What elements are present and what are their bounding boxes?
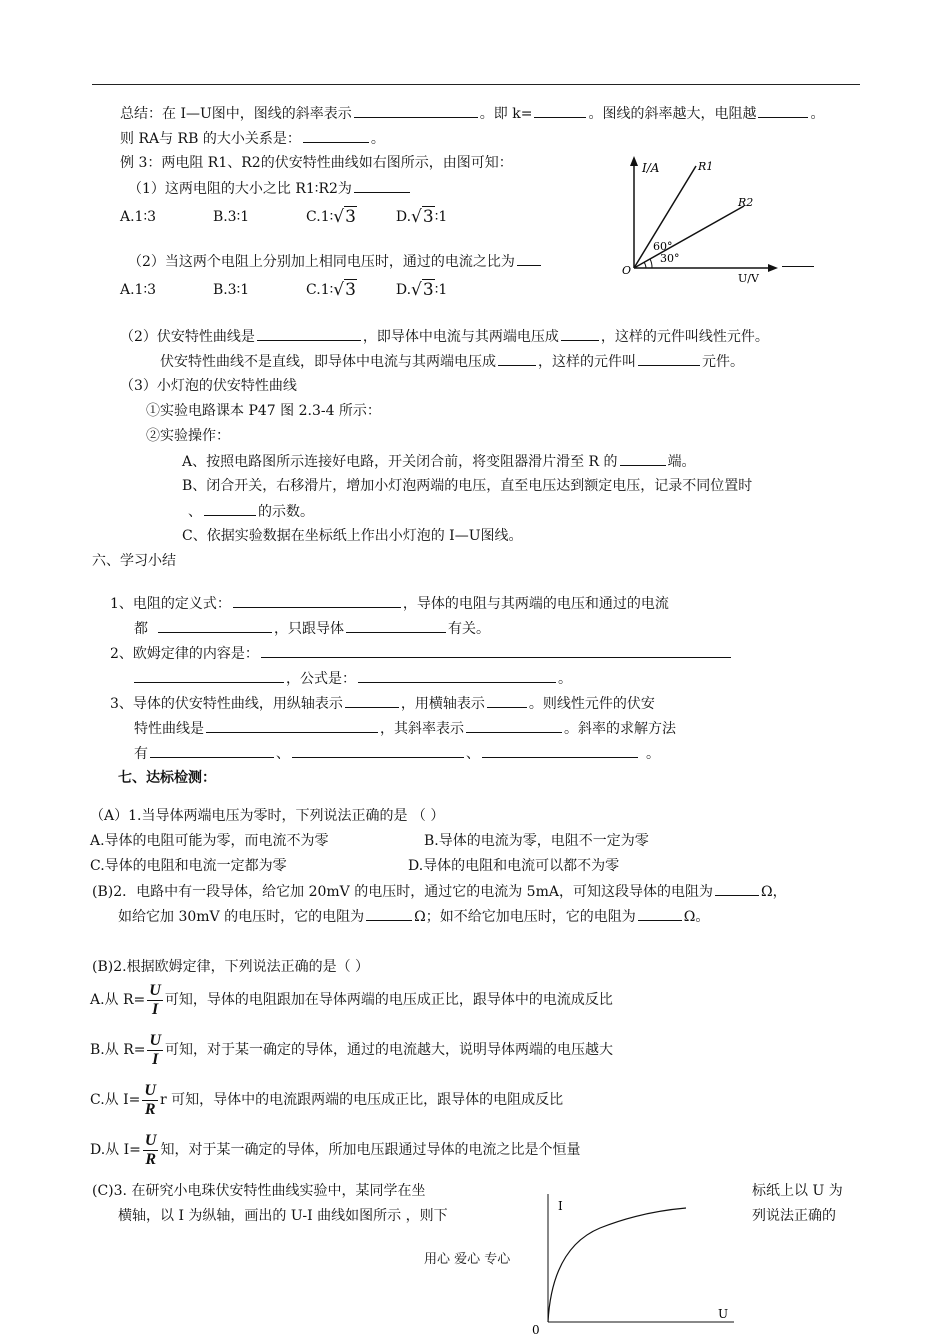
test-q1: （A）1.当导体两端电压为零时，下列说法正确的是 （ ） <box>90 808 445 824</box>
fraction-u-over-r: $\frac{U}{R}$ <box>144 1131 157 1168</box>
section3-item2: ②实验操作： <box>146 428 230 444</box>
section3-title: （3）小灯泡的伏安特性曲线 <box>120 378 297 394</box>
summary-item-3-cont <box>134 718 676 739</box>
y-axis-arrow <box>630 156 638 166</box>
step-text: 端。 <box>667 454 696 470</box>
section-text: ，这样的元件叫线性元件。 <box>600 329 769 345</box>
test-q4-line-1a: (C)3. 在研究小电珠伏安特性曲线实验中，某同学在坐 <box>92 1183 426 1199</box>
blank-field[interactable] <box>358 668 556 683</box>
section-text: 伏安特性曲线不是直线，即导体中电流与其两端电压成 <box>160 354 496 370</box>
page-footer: 用心 爱心 专心 <box>424 1252 511 1267</box>
test-q1-option-b[interactable]: B.导体的电流为零，电阻不一定为零 <box>424 833 649 849</box>
angle-60-label: 60° <box>653 240 673 253</box>
option-c[interactable]: C.1∶√3 <box>306 282 357 298</box>
x-axis-arrow <box>768 264 778 272</box>
summary-item-1 <box>110 593 669 614</box>
item-text: 。 <box>646 746 660 762</box>
test-q1-option-a[interactable]: A.导体的电阻可能为零，而电流不为零 <box>90 833 329 849</box>
item-text: 。则线性元件的伏安 <box>528 696 655 712</box>
blank-field[interactable] <box>638 906 682 921</box>
test-q4-line-1b: 标纸上以 U 为 <box>752 1183 843 1199</box>
item-text: ，导体的电阻与其两端的电压和通过的电流 <box>402 596 669 612</box>
blank-field[interactable] <box>517 251 541 266</box>
item-text: 有关。 <box>448 621 490 637</box>
section-text: ，即导体中电流与其两端电压成 <box>362 329 559 345</box>
option-d[interactable]: D.√3∶1 <box>396 282 447 298</box>
sqrt-symbol: √3 <box>411 207 434 227</box>
option-b[interactable]: B.3∶1 <box>212 209 250 225</box>
summary-line-2 <box>120 128 385 149</box>
blank-field[interactable] <box>257 326 361 341</box>
step-text: A、按照电路图所示连接好电路，开关闭合前，将变阻器滑片滑至 R 的 <box>182 454 618 470</box>
blank-field[interactable] <box>150 743 274 758</box>
question-text: （2）当这两个电阻上分别加上相同电压时，通过的电流之比为 <box>128 254 515 270</box>
step-text: 、 <box>188 504 202 520</box>
blank-field[interactable] <box>498 351 536 366</box>
line-r2 <box>634 206 744 268</box>
test-q3: (B)2.根据欧姆定律，下列说法正确的是（ ） <box>92 959 370 975</box>
fraction-u-over-i: $\frac{U}{I}$ <box>149 1031 162 1068</box>
summary-item-3-methods <box>134 743 660 764</box>
r1-label: R1 <box>698 160 714 173</box>
summary-line-1 <box>120 103 824 124</box>
test-q2-line-2 <box>118 906 709 927</box>
section-text: ，这样的元件叫 <box>538 354 636 370</box>
item-text: 3、导体的伏安特性曲线，用纵轴表示 <box>110 696 343 712</box>
question-text: （1）这两电阻的大小之比 R1∶R2为 <box>128 181 352 197</box>
item-text: 有 <box>134 746 148 762</box>
test-q3-option-a[interactable]: A.从 R= $\frac{U}{I}$ 可知，导体的电阻跟加在导体两端的电压成正比，跟导体中的电流成反比 <box>90 981 613 1018</box>
section3-step-a <box>182 451 696 472</box>
fraction-u-over-r: $\frac{U}{R}$ <box>144 1081 156 1118</box>
section3-step-b-cont <box>188 501 314 522</box>
item-text: ，公式是： <box>286 671 356 687</box>
blank-field[interactable] <box>482 743 638 758</box>
origin-label: O <box>622 264 632 277</box>
summary-item-3 <box>110 693 655 714</box>
test-q2-line-1 <box>92 881 787 902</box>
test-q1-option-d[interactable]: D.导体的电阻和电流可以都不为零 <box>408 858 620 874</box>
blank-field[interactable] <box>366 906 412 921</box>
section3-step-c: C、依据实验数据在坐标纸上作出小灯泡的 I—U图线。 <box>182 528 523 544</box>
summary-text: 。 <box>370 131 385 147</box>
item-text: 、 <box>466 746 480 762</box>
item-text: 特性曲线是 <box>134 721 204 737</box>
blank-field[interactable] <box>233 593 401 608</box>
blank-field[interactable] <box>134 668 284 683</box>
example3-intro: 例 3：两电阻 R1、R2的伏安特性曲线如右图所示，由图可知： <box>120 155 513 171</box>
question-text: Ω；如不给它加电压时，它的电阻为 <box>414 909 636 925</box>
question-text: 如给它加 30mV 的电压时，它的电阻为 <box>118 909 365 925</box>
angle-arc <box>644 262 646 268</box>
summary-text: 则 RA与 RB 的大小关系是： <box>120 131 301 147</box>
section6-title: 六、学习小结 <box>92 553 176 569</box>
summary-text: 。即 k= <box>479 106 533 122</box>
test-q4-line-2b: 列说法正确的 <box>752 1208 836 1224</box>
angle-30-label: 30° <box>660 252 680 265</box>
section7-title: 七、达标检测： <box>118 770 216 786</box>
iu-curve <box>548 1208 686 1322</box>
blank-field[interactable] <box>261 643 731 658</box>
test-q3-option-b[interactable]: B.从 R= $\frac{U}{I}$ 可知，对于某一确定的导体，通过的电流越大，说明导体两端的电压越大 <box>90 1031 614 1068</box>
test-q4-line-2a: 横轴，以 I 为纵轴，画出的 U-I 曲线如图所示 ，则下 <box>118 1208 448 1224</box>
item-text: 、 <box>276 746 290 762</box>
section-text: （2）伏安特性曲线是 <box>120 329 255 345</box>
y-axis-label: I/A <box>642 161 660 175</box>
item-text: ，其斜率表示 <box>380 721 464 737</box>
fraction-u-over-i: $\frac{U}{I}$ <box>149 981 161 1018</box>
item-text: 1、电阻的定义式： <box>110 596 231 612</box>
summary-item-2-cont <box>132 668 572 689</box>
y-axis-label: I <box>558 1199 563 1213</box>
item-text: ，只跟导体 <box>274 621 344 637</box>
blank-field[interactable] <box>345 693 399 708</box>
section2-line-2 <box>160 351 744 372</box>
summary-text: 。 <box>810 106 825 122</box>
section3-item1: ①实验电路课本 P47 图 2.3-4 所示： <box>146 403 381 419</box>
sqrt-symbol: √3 <box>333 207 356 227</box>
r2-label: R2 <box>738 196 754 209</box>
summary-text: 总结：在 I—U图中，图线的斜率表示 <box>120 106 352 122</box>
blank-field[interactable] <box>534 103 586 118</box>
item-text: 。 <box>558 671 572 687</box>
blank-field[interactable] <box>466 718 562 733</box>
blank-field[interactable] <box>561 326 599 341</box>
blank-field[interactable] <box>158 618 272 633</box>
iu-graph-r1-r2 <box>620 150 790 290</box>
blank-field[interactable] <box>292 743 464 758</box>
question-text: Ω。 <box>683 909 710 925</box>
blank-field[interactable] <box>354 103 478 118</box>
section2-line-1 <box>120 326 769 347</box>
option-b[interactable]: B.3∶1 <box>212 282 250 298</box>
example3-q2 <box>128 251 543 272</box>
top-rule <box>92 84 860 85</box>
ui-curve-graph <box>520 1188 740 1338</box>
test-q1-option-c[interactable]: C.导体的电阻和电流一定都为零 <box>90 858 287 874</box>
summary-item-2 <box>110 643 733 664</box>
summary-text: 。图线的斜率越大，电阻越 <box>588 106 757 122</box>
item-text: 。斜率的求解方法 <box>564 721 676 737</box>
item-text: 都 <box>134 621 148 637</box>
example3-q1 <box>128 178 412 199</box>
option-a[interactable]: A.1∶3 <box>120 282 157 298</box>
blank-field[interactable] <box>638 351 700 366</box>
x-axis-label: U <box>718 1307 729 1321</box>
blank-field[interactable] <box>758 103 808 118</box>
example3-q1-options <box>120 204 447 230</box>
blank-field[interactable] <box>204 501 256 516</box>
blank-field[interactable] <box>303 128 369 143</box>
summary-item-1-cont <box>134 618 490 639</box>
item-text: ，用横轴表示 <box>400 696 485 712</box>
blank-field[interactable] <box>346 618 446 633</box>
section-text: 元件。 <box>702 354 744 370</box>
blank-field[interactable] <box>487 693 527 708</box>
sqrt-symbol: √3 <box>411 280 434 300</box>
example3-q2-options <box>120 277 447 303</box>
angle-arc <box>650 259 652 268</box>
sqrt-symbol: √3 <box>333 280 356 300</box>
blank-field[interactable] <box>354 178 410 193</box>
test-q3-option-c[interactable]: C.从 I= $\frac{U}{R}$ r 可知，导体中的电流跟两端的电压成正比，跟导体的电阻成反比 <box>90 1081 564 1118</box>
test-q3-option-d[interactable]: D.从 I= $\frac{U}{R}$ 知，对于某一确定的导体，所加电压跟通过导体的电流之比是个恒量 <box>90 1131 581 1168</box>
option-d[interactable]: D.√3∶1 <box>396 209 447 225</box>
blank-field[interactable] <box>206 718 378 733</box>
question-text: Ω， <box>760 884 787 900</box>
x-axis-label: U/V <box>738 272 759 285</box>
option-c[interactable]: C.1∶√3 <box>306 209 357 225</box>
option-a[interactable]: A.1∶3 <box>120 209 157 225</box>
question-text: (B)2．电路中有一段导体，给它加 20mV 的电压时，通过它的电流为 5mA，可知这段导体的电阻为 <box>92 884 713 900</box>
blank-field[interactable] <box>620 451 666 466</box>
blank-field[interactable] <box>715 881 759 896</box>
section3-step-b: B、闭合开关，右移滑片，增加小灯泡两端的电压，直至电压达到额定电压，记录不同位置时 <box>182 478 753 494</box>
origin-label: 0 <box>532 1323 540 1337</box>
step-text: 的示数。 <box>258 504 314 520</box>
item-text: 2、欧姆定律的内容是： <box>110 646 259 662</box>
